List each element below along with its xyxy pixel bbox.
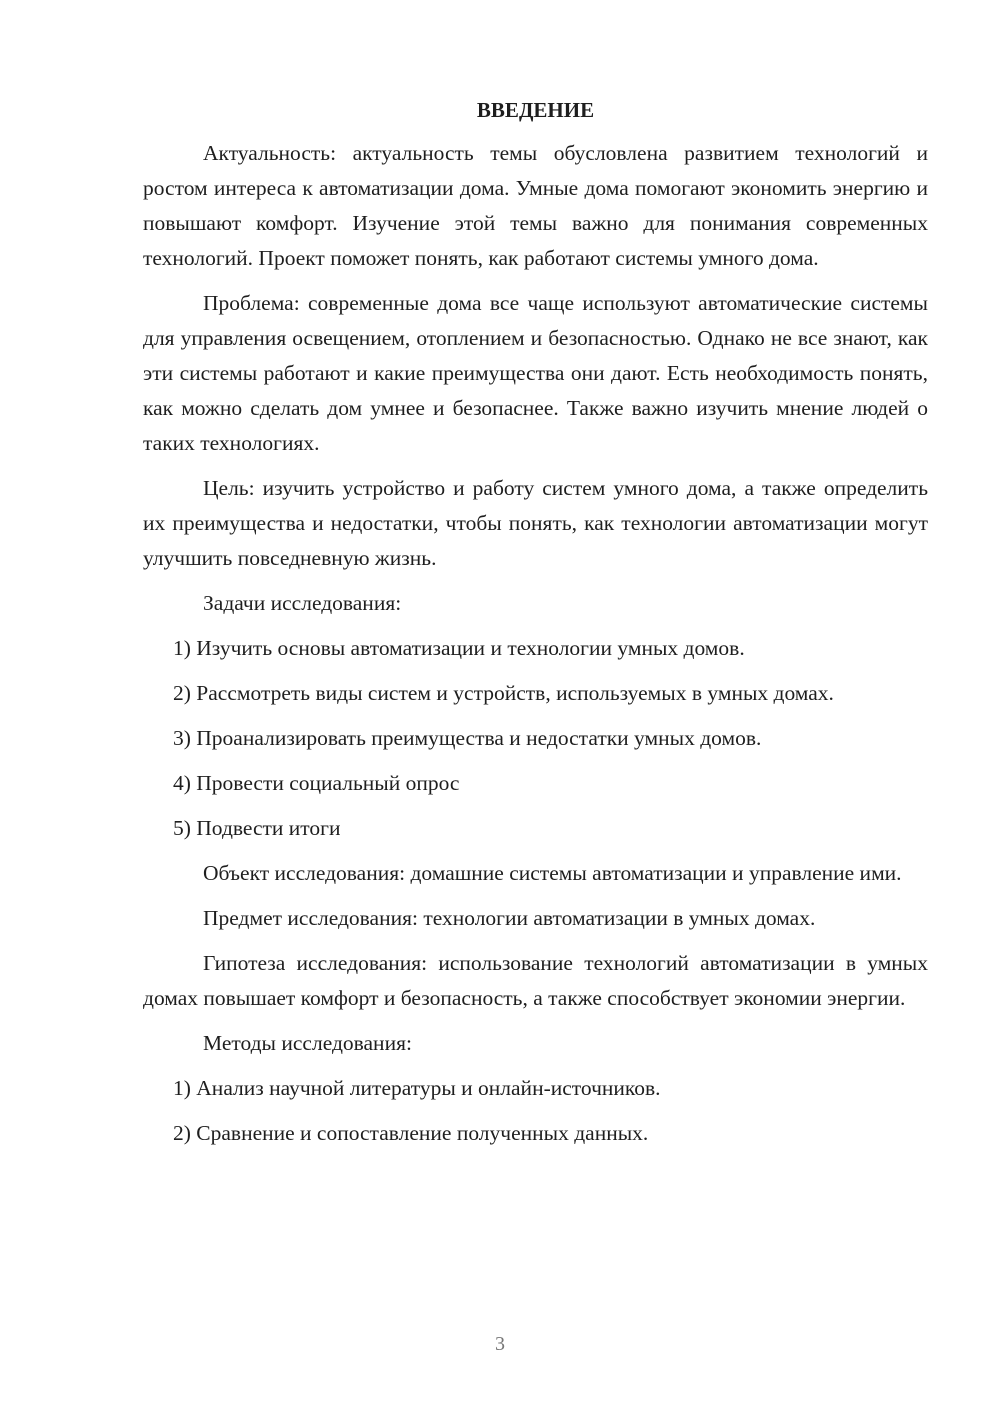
task-item: 5) Подвести итоги xyxy=(173,816,341,840)
tasks-heading: Задачи исследования: xyxy=(203,591,402,615)
hypothesis-paragraph: Гипотеза исследования: использование технологий автоматизации в умных домах повышает комфорт и безопасность, а также способствует экономии энергии. xyxy=(143,951,928,1010)
problem-paragraph: Проблема: современные дома все чаще используют автоматические системы для управления освещением, отоплением и безопасностью. Однако не все знают, как эти системы работают и какие преимущества они дают. Есть необходимость понять, как можно сделать дом умнее и безопаснее. Также важно изучить мнение людей о таких технологиях. xyxy=(143,291,928,455)
goal-paragraph: Цель: изучить устройство и работу систем умного дома, а также определить их преимущества и недостатки, чтобы понять, как технологии автоматизации могут улучшить повседневную жизнь. xyxy=(143,476,928,570)
methods-heading: Методы исследования: xyxy=(203,1031,412,1055)
section-title: ВВЕДЕНИЕ xyxy=(476,98,595,122)
task-item: 2) Рассмотреть виды систем и устройств, используемых в умных домах. xyxy=(173,681,834,705)
task-item: 4) Провести социальный опрос xyxy=(173,771,460,795)
task-item: 1) Изучить основы автоматизации и технологии умных домов. xyxy=(173,636,745,660)
object-paragraph: Объект исследования: домашние системы автоматизации и управление ими. xyxy=(203,861,902,885)
page-number: 3 xyxy=(495,1333,505,1355)
method-item: 1) Анализ научной литературы и онлайн-источников. xyxy=(173,1076,661,1100)
document-page xyxy=(143,93,928,1161)
relevance-paragraph: Актуальность: актуальность темы обусловлена развитием технологий и ростом интереса к автоматизации дома. Умные дома помогают экономить энергию и повышают комфорт. Изучение этой темы важно для понимания современных технологий. Проект поможет понять, как работают системы умного дома. xyxy=(143,141,928,270)
task-item: 3) Проанализировать преимущества и недостатки умных домов. xyxy=(173,726,762,750)
method-item: 2) Сравнение и сопоставление полученных данных. xyxy=(173,1121,649,1145)
subject-paragraph: Предмет исследования: технологии автоматизации в умных домах. xyxy=(203,906,816,930)
